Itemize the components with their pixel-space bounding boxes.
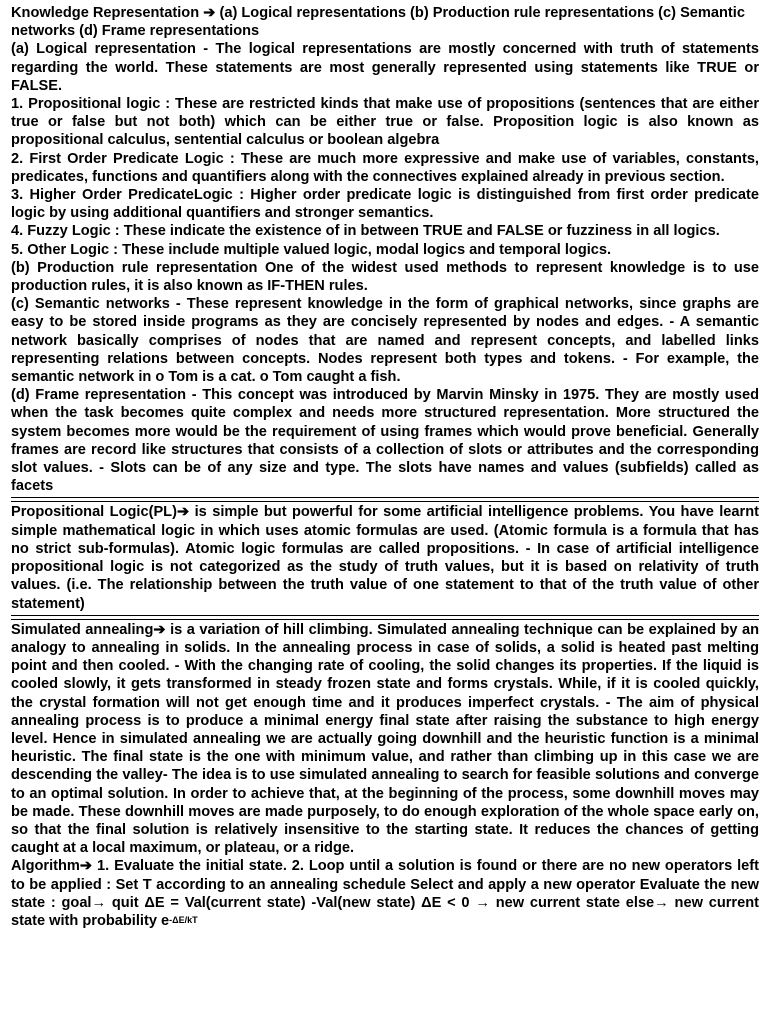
pl-label: Propositional Logic(PL)	[11, 504, 177, 521]
probability-exponent: -ΔE/kT	[169, 914, 198, 925]
algorithm-label: Algorithm	[11, 858, 80, 875]
sa-label: Simulated annealing	[11, 621, 154, 638]
arrow-icon: ➔	[153, 621, 166, 638]
logical-representation-paragraph: (a) Logical representation - The logical representations are mostly concerned with truth of statements regarding the world. These statements are most generally represented using statements like TRUE or FALSE.	[11, 41, 759, 94]
arrow-icon: ➔	[176, 504, 190, 521]
frame-representation-paragraph: (d) Frame representation - This concept was introduced by Marvin Minsky in 1975. They are mostly used when the task becomes quite complex and needs more structured representation. More structured the system becomes more would be the requirement of using frames which would prove beneficial. Generally frames are record like structures that consists of a collection of slots or attributes and the corresponding slot values. - Slots can be of any size and type. The slots have names and values (subfields) called as facets	[11, 387, 759, 495]
fuzzy-logic-paragraph: 4. Fuzzy Logic : These indicate the existence of in between TRUE and FALSE or fuzziness in all logics.	[11, 223, 720, 240]
arrow-icon: ➔	[203, 5, 216, 21]
simulated-annealing-section	[11, 621, 759, 858]
other-logic-paragraph: 5. Other Logic : These include multiple valued logic, modal logics and temporal logics.	[11, 241, 612, 258]
arrow-icon: ➔	[79, 858, 93, 875]
higher-order-logic-paragraph: 3. Higher Order PredicateLogic : Higher order predicate logic is distinguished from first order predicate logic by using additional quantifiers and stronger semantics.	[11, 187, 759, 222]
semantic-networks-paragraph: (c) Semantic networks - These represent knowledge in the form of graphical networks, since graphs are easy to be stored inside programs as they are concisely represented by nodes and edges. - A semantic network basically comprises of nodes that are named and represent concepts, and labelled links representing relations between concepts. Nodes represent both types and tokens. - For example, the semantic network in o Tom is a cat. o Tom caught a fish.	[11, 296, 759, 386]
algorithm-text: 1. Evaluate the initial state. 2. Loop until a solution is found or there are no new operators left to be applied : Set T according to an annealing schedule Select and apply a new operator Evaluate the new state : goal→ quit ΔE = Val(current state) -Val(new state) ΔE < 0 → new current state else→ new current state with probability e	[11, 858, 759, 929]
pl-text: is simple but powerful for some artificial intelligence problems. You have learnt simple mathematical logic in which uses atomic formulas are used. (Atomic formula is a formula that has no strict sub-formulas). Atomic logic formulas are called propositions. - In case of artificial intelligence propositional logic is not categorized as the study of truth values, but it is based on relativity of truth values. (i.e. The relationship between the truth value of one statement to that of the truth value of other statement)	[11, 504, 759, 612]
heading-title: Knowledge Representation	[11, 5, 200, 21]
production-rule-paragraph: (b) Production rule representation One of the widest used methods to represent knowledge is to use production rules, it is also known as IF-THEN rules.	[11, 259, 759, 295]
heading-list: (a) Logical representations (b) Production rule representations (c) Semantic networks (d) Frame representations	[11, 5, 745, 40]
knowledge-representation-heading	[11, 4, 759, 40]
first-order-logic-paragraph: 2. First Order Predicate Logic : These are much more expressive and make use of variables, constants, predicates, functions and quantifiers along with the connectives explained already in previous section.	[11, 150, 759, 185]
sa-text: is a variation of hill climbing. Simulated annealing technique can be explained by an analogy to annealing in solids. In the annealing process in case of solids, a solid is heated past melting point and then cooled. - With the changing rate of cooling, the solid changes its properties. If the liquid is cooled slowly, it gets transformed in steady frozen state and forms crystals. While, if it is cooled quickly, the crystal formation will not get enough time and it produces imperfect crystals. - The aim of physical annealing process is to produce a minimal energy final state after raising the substance to high energy level. Hence in simulated annealing we are actually going downhill and the heuristic function is a minimal heuristic. The final state is the one with minimum value, and rather than climbing up in this case we are descending the valley- The idea is to use simulated annealing to search for feasible solutions and converge to an optimal solution. In order to achieve that, at the beginning of the process, some downhill moves may be made. These downhill moves are made purposely, to do enough exploration of the whole space early on, so that the final solution is relatively insensitive to the starting state. It reduces the chances of getting caught at a local maximum, or plateau, or a ridge.	[11, 621, 759, 857]
propositional-logic-paragraph: 1. Propositional logic : These are restricted kinds that make use of propositions (sentences that are either true or false but not both) which can be either true or false. Proposition logic is also known as propositional calculus, sentential calculus or boolean algebra	[11, 96, 759, 149]
algorithm-paragraph	[11, 857, 759, 930]
section-divider	[11, 497, 759, 502]
propositional-logic-section	[11, 503, 759, 612]
section-divider	[11, 615, 759, 620]
